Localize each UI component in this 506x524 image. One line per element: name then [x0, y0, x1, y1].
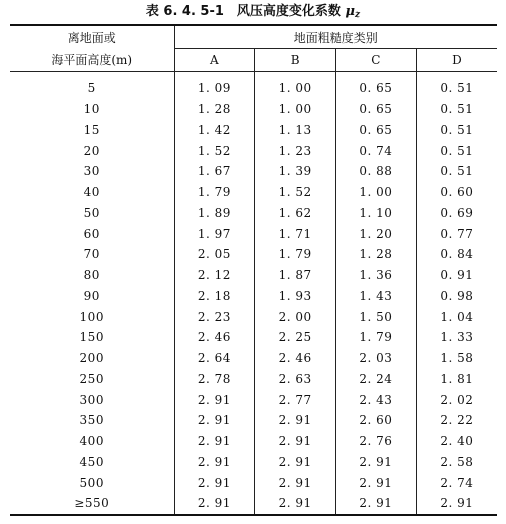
coefficient-cell: 1. 00 [255, 72, 336, 99]
coefficient-cell: 1. 58 [416, 348, 497, 369]
coefficient-cell: 1. 28 [336, 244, 417, 265]
coefficient-cell: 2. 03 [336, 348, 417, 369]
table-row [10, 286, 497, 307]
coefficient-cell: 1. 13 [255, 120, 336, 141]
table-row [10, 472, 497, 493]
height-cell: 20 [83, 143, 100, 158]
header-row-group [10, 26, 497, 49]
coefficient-cell: 1. 81 [416, 369, 497, 390]
table-row [10, 431, 497, 452]
coefficient-cell: 2. 91 [174, 493, 255, 514]
height-cell: 500 [79, 475, 104, 490]
coefficient-cell: 2. 64 [174, 348, 255, 369]
coefficient-cell: 0. 74 [336, 140, 417, 161]
coefficient-cell: 2. 91 [255, 472, 336, 493]
coefficient-cell: 2. 43 [336, 389, 417, 410]
coefficient-cell: 1. 43 [336, 286, 417, 307]
coefficient-cell: 2. 05 [174, 244, 255, 265]
coefficient-cell: 2. 91 [336, 493, 417, 514]
coefficient-cell: 1. 79 [255, 244, 336, 265]
coefficient-cell: 1. 79 [336, 327, 417, 348]
height-cell: 50 [83, 205, 100, 220]
table-row [10, 120, 497, 141]
coefficient-cell: 2. 91 [174, 431, 255, 452]
height-cell: 5 [87, 81, 96, 96]
coefficient-cell: 2. 91 [174, 472, 255, 493]
roughness-group-header: 地面粗糙度类别 [174, 26, 497, 49]
table-row [10, 99, 497, 120]
table-row [10, 452, 497, 473]
coefficient-cell: 1. 10 [336, 203, 417, 224]
coefficient-cell: 1. 79 [174, 182, 255, 203]
column-header-a: A [174, 49, 255, 72]
table-row [10, 493, 497, 514]
coefficient-cell: 2. 46 [174, 327, 255, 348]
coefficient-cell: 2. 91 [255, 493, 336, 514]
coefficient-cell: 2. 78 [174, 369, 255, 390]
table-row [10, 244, 497, 265]
coefficient-cell: 2. 60 [336, 410, 417, 431]
coefficient-cell: 2. 91 [336, 472, 417, 493]
coefficient-cell: 2. 91 [174, 452, 255, 473]
symbol-mu: μ [345, 4, 355, 19]
wind-pressure-table [10, 26, 497, 514]
height-cell: 200 [79, 351, 104, 366]
table-row [10, 203, 497, 224]
height-cell: 100 [79, 309, 104, 324]
coefficient-cell: 1. 67 [174, 161, 255, 182]
coefficient-cell: 2. 02 [416, 389, 497, 410]
coefficient-cell: 0. 91 [416, 265, 497, 286]
coefficient-cell: 2. 63 [255, 369, 336, 390]
coefficient-cell: 0. 51 [416, 99, 497, 120]
coefficient-cell: 1. 97 [174, 223, 255, 244]
coefficient-cell: 0. 77 [416, 223, 497, 244]
coefficient-cell: 2. 76 [336, 431, 417, 452]
header-row-columns [10, 49, 497, 72]
column-header-b: B [255, 49, 336, 72]
table-row [10, 182, 497, 203]
coefficient-cell: 1. 93 [255, 286, 336, 307]
coefficient-cell: 1. 28 [174, 99, 255, 120]
coefficient-cell: 1. 87 [255, 265, 336, 286]
coefficient-cell: 1. 36 [336, 265, 417, 286]
coefficient-cell: 1. 89 [174, 203, 255, 224]
coefficient-cell: 2. 91 [174, 389, 255, 410]
table-row [10, 410, 497, 431]
coefficient-cell: 2. 58 [416, 452, 497, 473]
coefficient-cell: 1. 04 [416, 306, 497, 327]
height-cell: 450 [79, 454, 104, 469]
coefficient-cell: 1. 09 [174, 72, 255, 99]
coefficient-table [10, 24, 497, 516]
table-title [0, 4, 506, 23]
coefficient-cell: 1. 62 [255, 203, 336, 224]
height-cell: 30 [83, 164, 100, 179]
coefficient-cell: 2. 40 [416, 431, 497, 452]
coefficient-cell: 2. 91 [255, 431, 336, 452]
coefficient-cell: 2. 12 [174, 265, 255, 286]
coefficient-cell: 2. 91 [416, 493, 497, 514]
coefficient-cell: 2. 23 [174, 306, 255, 327]
table-row [10, 140, 497, 161]
coefficient-cell: 1. 52 [255, 182, 336, 203]
coefficient-cell: 0. 65 [336, 72, 417, 99]
coefficient-cell: 2. 24 [336, 369, 417, 390]
row-header-line2: 海平面高度(m) [10, 49, 174, 72]
coefficient-cell: 0. 65 [336, 120, 417, 141]
height-cell: 250 [79, 371, 104, 386]
column-header-c: C [336, 49, 417, 72]
coefficient-cell: 1. 50 [336, 306, 417, 327]
table-row [10, 348, 497, 369]
height-cell: 15 [83, 122, 100, 137]
coefficient-cell: 0. 51 [416, 72, 497, 99]
height-cell: ≥550 [74, 496, 110, 511]
coefficient-cell: 2. 18 [174, 286, 255, 307]
height-cell: 60 [83, 226, 100, 241]
coefficient-cell: 2. 25 [255, 327, 336, 348]
height-cell: 300 [79, 392, 104, 407]
coefficient-cell: 0. 60 [416, 182, 497, 203]
coefficient-cell: 1. 42 [174, 120, 255, 141]
table-row [10, 369, 497, 390]
table-row [10, 223, 497, 244]
coefficient-cell: 0. 88 [336, 161, 417, 182]
table-row [10, 389, 497, 410]
coefficient-cell: 0. 51 [416, 120, 497, 141]
symbol-subscript: z [354, 10, 361, 20]
coefficient-cell: 2. 77 [255, 389, 336, 410]
table-row [10, 306, 497, 327]
coefficient-cell: 1. 33 [416, 327, 497, 348]
coefficient-cell: 2. 22 [416, 410, 497, 431]
height-cell: 400 [79, 434, 104, 449]
table-title-text: 表 6. 4. 5-1 风压高度变化系数 [145, 4, 341, 19]
coefficient-cell: 1. 71 [255, 223, 336, 244]
coefficient-cell: 2. 91 [255, 410, 336, 431]
height-cell: 350 [79, 413, 104, 428]
coefficient-cell: 1. 39 [255, 161, 336, 182]
table-row [10, 72, 497, 99]
table-body [10, 72, 497, 514]
column-header-d: D [416, 49, 497, 72]
row-header-line1: 离地面或 [67, 30, 116, 45]
coefficient-cell: 2. 91 [336, 452, 417, 473]
height-cell: 80 [83, 268, 100, 283]
coefficient-cell: 0. 65 [336, 99, 417, 120]
coefficient-cell: 2. 00 [255, 306, 336, 327]
coefficient-cell: 1. 20 [336, 223, 417, 244]
height-cell: 10 [83, 102, 100, 117]
coefficient-cell: 2. 74 [416, 472, 497, 493]
height-cell: 70 [83, 247, 100, 262]
height-cell: 90 [83, 288, 100, 303]
coefficient-cell: 0. 69 [416, 203, 497, 224]
table-row [10, 327, 497, 348]
height-cell: 150 [79, 330, 104, 345]
coefficient-cell: 1. 52 [174, 140, 255, 161]
coefficient-cell: 0. 51 [416, 140, 497, 161]
coefficient-cell: 1. 00 [255, 99, 336, 120]
coefficient-cell: 0. 51 [416, 161, 497, 182]
coefficient-cell: 0. 98 [416, 286, 497, 307]
coefficient-cell: 2. 91 [255, 452, 336, 473]
coefficient-cell: 1. 23 [255, 140, 336, 161]
coefficient-cell: 2. 91 [174, 410, 255, 431]
coefficient-cell: 2. 46 [255, 348, 336, 369]
mu-z-symbol [345, 4, 360, 19]
table-row [10, 265, 497, 286]
coefficient-cell: 0. 84 [416, 244, 497, 265]
height-cell: 40 [83, 185, 100, 200]
table-row [10, 161, 497, 182]
coefficient-cell: 1. 00 [336, 182, 417, 203]
